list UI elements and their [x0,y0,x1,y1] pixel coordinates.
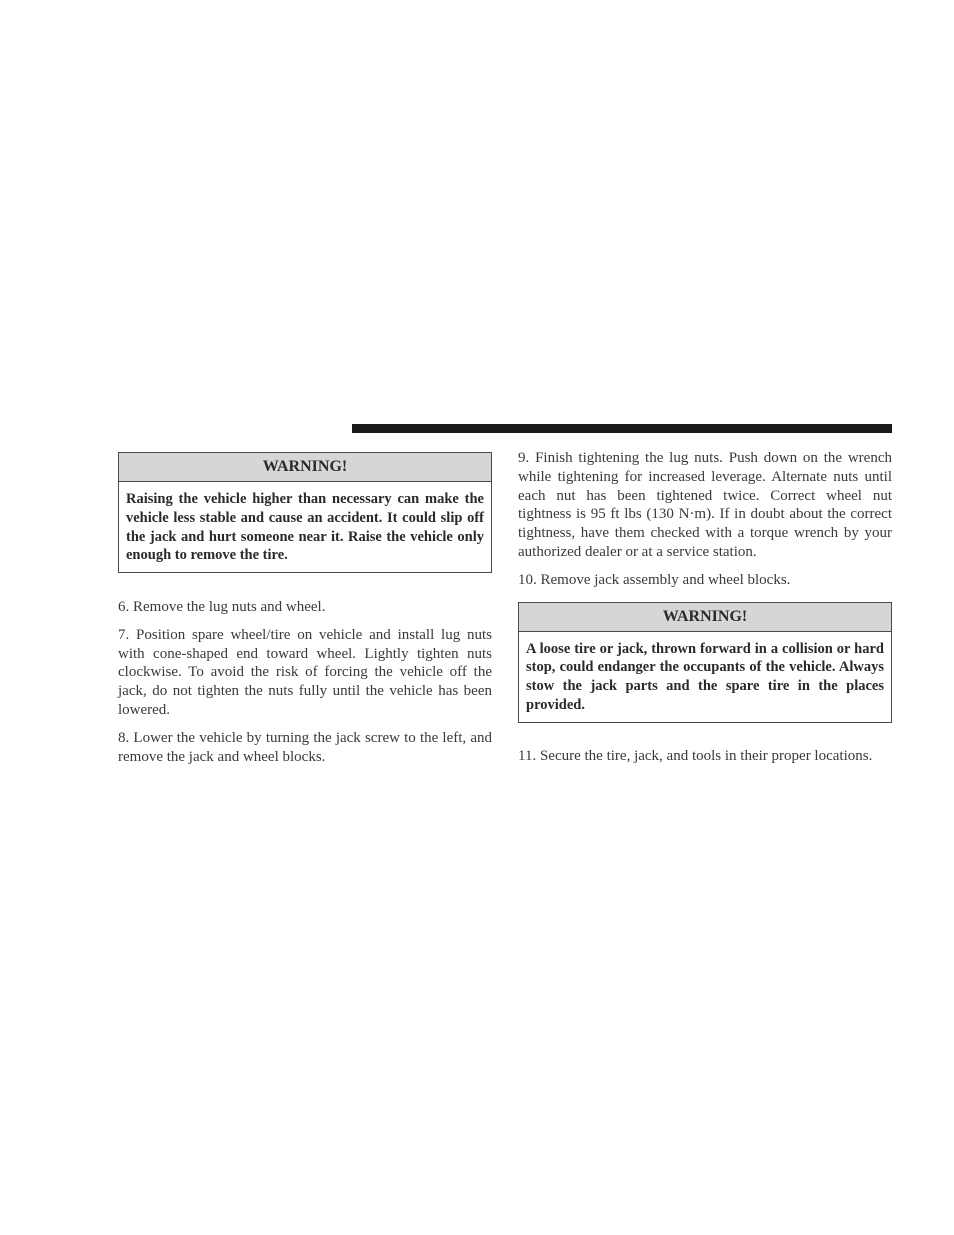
warning-heading: WARNING! [519,603,891,632]
warning-text: A loose tire or jack, thrown forward in a collision or hard stop, could endanger the occupants of the vehicle. Always stow the jack parts and the spare tire in the places provided. [526,640,884,713]
step-10: 10. Remove jack assembly and wheel blocks. [518,571,791,588]
section-rule [352,424,892,433]
warning-text: Raising the vehicle higher than necessary can make the vehicle less stable and cause an accident. It could slip off the jack and hurt someone near it. Raise the vehicle only enough to remove the tire. [126,491,484,564]
left-column [118,452,492,766]
warning-box-stow-parts [518,602,892,723]
warning-heading: WARNING! [119,453,491,482]
step-7: 7. Position spare wheel/tire on vehicle and install lug nuts with cone-shaped end toward wheel. Lightly tighten nuts clockwise. To avoid the risk of forcing the vehicle off the jack, do not tighten the nuts fully until the vehicle has been lowered. [118,626,492,718]
step-8: 8. Lower the vehicle by turning the jack screw to the left, and remove the jack and wheel blocks. [118,729,492,765]
step-9: 9. Finish tightening the lug nuts. Push down on the wrench while tightening for increased leverage. Alternate nuts until each nut has been tightened twice. Correct wheel nut tightness is 95 ft lbs (130 N·m). If in doubt about the correct tightness, have them checked with a torque wrench by your authorized dealer or at a service station. [518,450,892,560]
step-6: 6. Remove the lug nuts and wheel. [118,599,326,615]
right-column [518,452,892,765]
warning-box-jack-height [118,452,492,573]
step-11: 11. Secure the tire, jack, and tools in their proper locations. [518,747,873,764]
